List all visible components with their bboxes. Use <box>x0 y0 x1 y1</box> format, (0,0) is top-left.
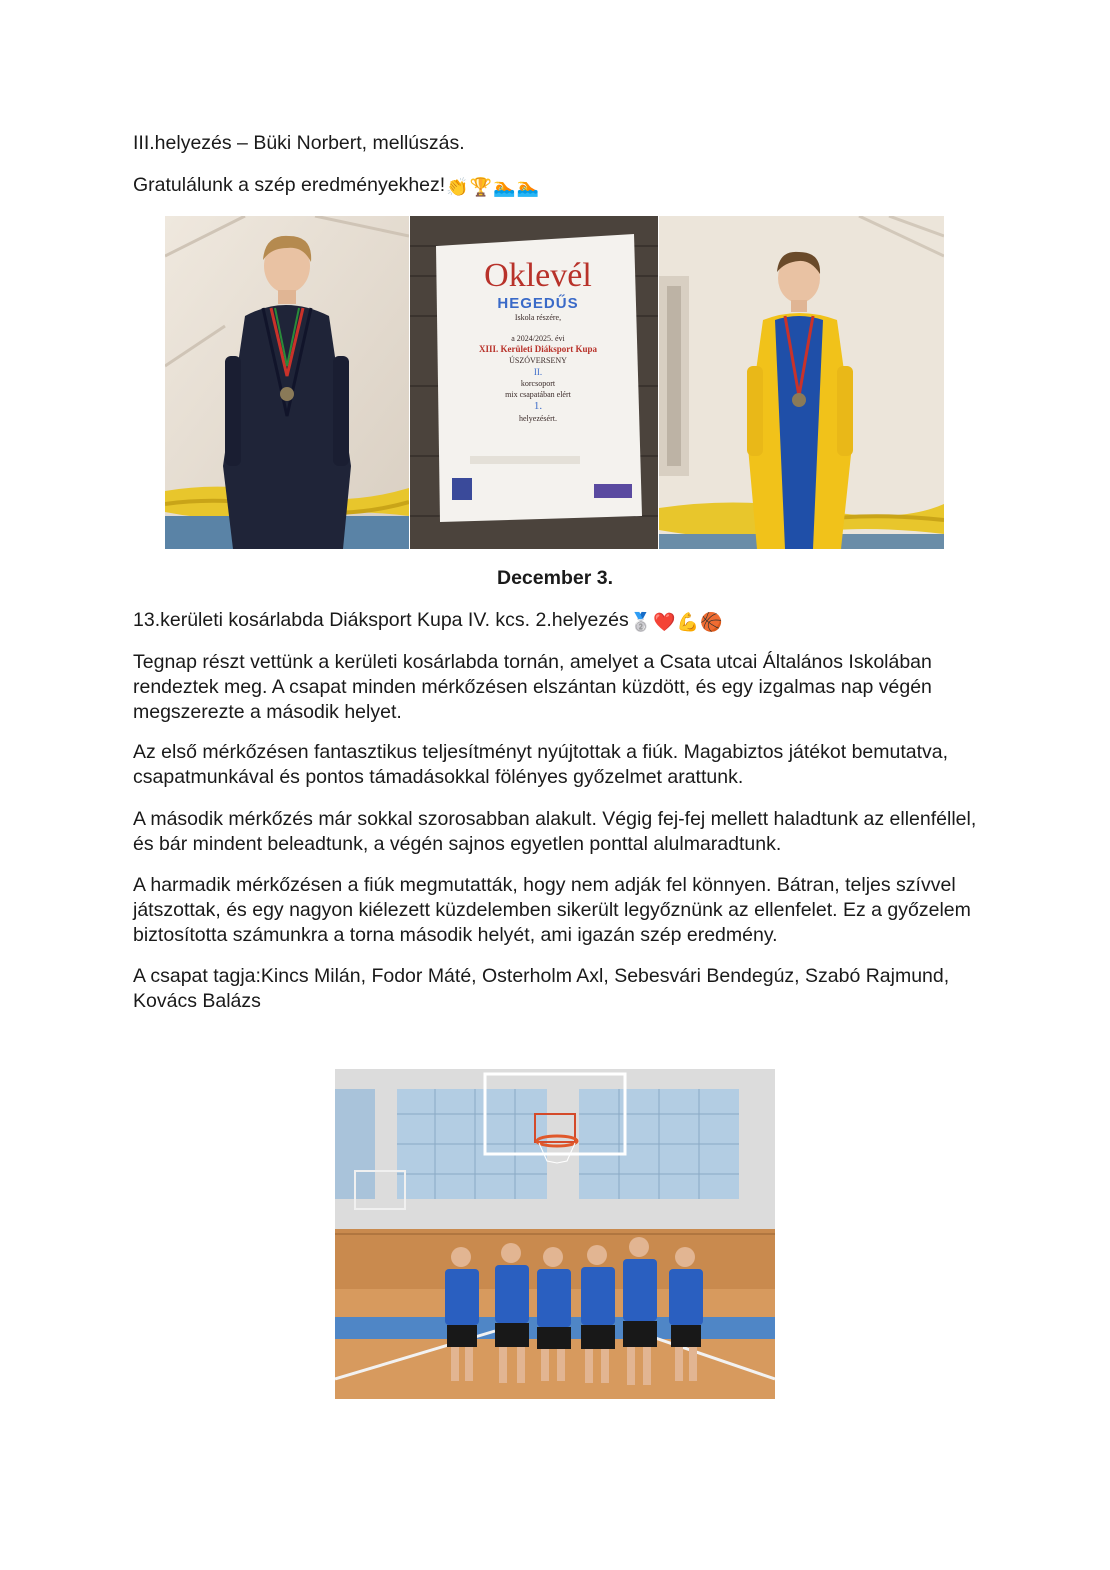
diploma-title: Oklevél <box>484 257 592 294</box>
photo-basketball-team <box>335 1069 775 1399</box>
photo-diploma <box>410 216 658 549</box>
paragraph-first-match: Az első mérkőzésen fantasztikus teljesítményt nyújtottak a fiúk. Magabiztos játékot bemutatva, csapatmunkával és pontos támadásokkal fölényes győzelmet arattunk. <box>133 741 949 788</box>
diploma-line-3: XIII. Kerületi Diáksport Kupa <box>478 344 597 354</box>
diploma-line-9: helyezésért. <box>519 414 557 423</box>
swimming-photos <box>165 216 944 549</box>
paragraph-tournament: Tegnap részt vettünk a kerületi kosárlabda tornán, amelyet a Csata utcai Általános Iskolában rendeztek meg. A csapat minden mérkőzésen elszántan küzdött, és egy izgalmas nap végén megszerezte a második helyet. <box>133 651 932 723</box>
swimmer-icon: 🏊 <box>493 177 516 197</box>
basketball-headline-text: 13.kerületi kosárlabda Diáksport Kupa IV. kcs. 2.helyezés <box>133 609 629 631</box>
paragraph-third-match: A harmadik mérkőzésen a fiúk megmutatták, hogy nem adják fel könnyen. Bátran, teljes szívvel játszottak, és egy nagyon kiélezett küzdelemben sikerült legyőznünk az ellenfelet. Ez a győzelem biztosította számunkra a torna második helyét, ami igazán szép eredmény. <box>133 874 971 946</box>
congrats-text: Gratulálunk a szép eredményekhez! <box>133 174 446 196</box>
paragraph-team-members: A csapat tagja:Kincs Milán, Fodor Máté, Osterholm Axl, Sebesvári Bendegúz, Szabó Rajmund, Kovács Balázs <box>133 965 950 1012</box>
diploma-line-6: korcsoport <box>520 379 556 388</box>
swimmer-icon: 🏊 <box>516 177 539 197</box>
paragraph-second-match: A második mérkőzés már sokkal szorosabban alakult. Végig fej-fej mellett haladtunk az ellenféllel, és bár mindent beleadtunk, a végén sajnos egyetlen ponttal alulmaradtunk. <box>133 808 977 855</box>
diploma-line-2: a 2024/2025. évi <box>511 334 565 343</box>
diploma-card <box>440 246 636 508</box>
photo-boy-navy-robe <box>165 216 409 549</box>
placement-line: III.helyezés – Büki Norbert, mellúszás. <box>133 132 465 154</box>
red-heart-icon: ❤️ <box>653 612 676 632</box>
flexed-biceps-icon: 💪 <box>676 612 699 632</box>
silver-medal-icon: 🥈 <box>629 612 653 632</box>
photo-boy-yellow-robe <box>659 216 944 549</box>
diploma-line-4: ÚSZÓVERSENY <box>509 356 567 365</box>
diploma-line-8: 1. <box>533 400 543 412</box>
diploma-line-1: Iskola részére, <box>514 313 562 322</box>
basketball-icon: 🏀 <box>699 612 723 632</box>
diploma-name: HEGEDŰS <box>497 295 579 312</box>
basketball-headline <box>133 608 983 633</box>
date-heading: December 3. <box>497 567 613 589</box>
trophy-icon: 🏆 <box>469 177 493 197</box>
diploma-line-5: II. <box>533 367 543 377</box>
diploma-line-7: mix csapatában elért <box>505 390 571 399</box>
clapping-hands-icon: 👏 <box>446 177 469 197</box>
congrats-line <box>133 173 983 198</box>
